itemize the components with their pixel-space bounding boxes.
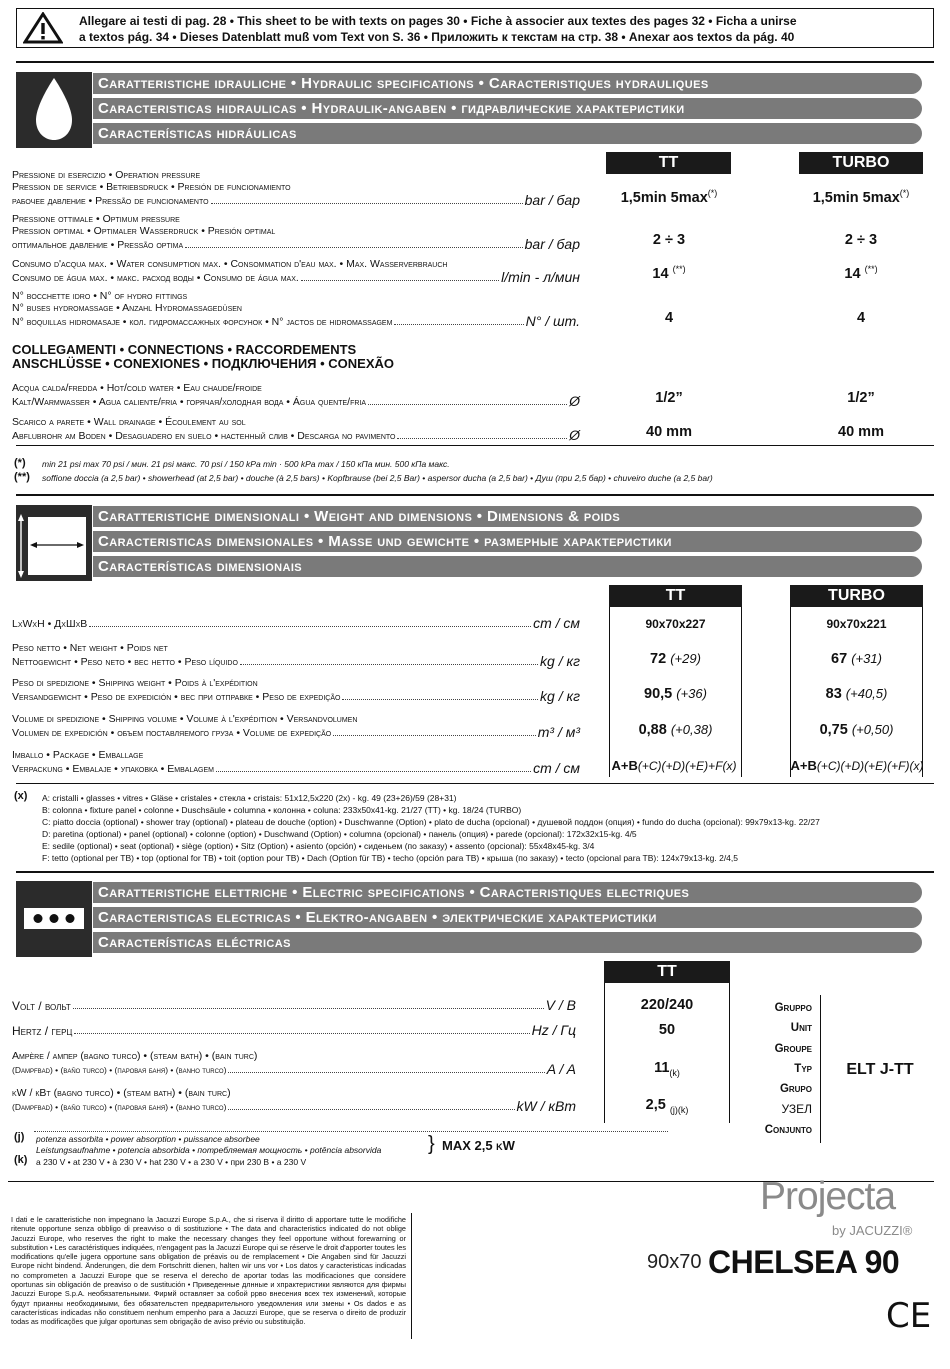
- dimensional-section-icon: [16, 505, 92, 581]
- spec-row-operation-pressure: [12, 169, 580, 207]
- row-unit: bar / бар: [524, 236, 580, 252]
- row-unit: Hz / Гц: [531, 1022, 576, 1038]
- row-unit: bar / бар: [524, 192, 580, 208]
- package-note-b: B: colonna • fixture panel • colonne • Duschsäule • columna • колонна • coluna: 233x50x41-kg. 21/27 (TT) • kg. 18/24 (TURBO): [42, 805, 522, 815]
- value-turbo: A+B(+C)(+D)(+E)(+F)(x): [790, 758, 924, 773]
- row-label: (Dampfbad) • (baño turco) • (паровая баня) • (banho turco): [12, 1102, 227, 1112]
- value-tt: 90x70x227: [645, 617, 706, 631]
- row-label: Hertz / герц: [12, 1024, 73, 1038]
- column-header-turbo: TURBO: [799, 152, 923, 174]
- divider: [16, 494, 934, 496]
- row-label: Verpackung • Embalaje • упаковка • Embalagem: [12, 763, 214, 775]
- row-unit: cm / см: [533, 615, 580, 631]
- group-label: Gruppo: [774, 1002, 812, 1014]
- brand-byline: by JACUZZI®: [832, 1223, 913, 1238]
- ce-mark: CE: [886, 1296, 932, 1336]
- row-label: Volume di spedizione • Shipping volume • Volume à l'expédition • Versandvolumen: [12, 713, 358, 725]
- column-header-turbo: TURBO: [790, 585, 923, 607]
- electric-title-bar-1: Caratteristiche elettriche • Electric specifications • Caracteristiques electriques: [93, 882, 922, 903]
- value-tt: 220/240: [640, 997, 694, 1013]
- row-label: оптимальное давление • Pressão optima: [12, 239, 184, 251]
- note-mark: (**): [14, 471, 30, 483]
- note-text: a 230 V • at 230 V • à 230 V • hat 230 V • a 230 V • при 230 В • a 230 V: [36, 1157, 307, 1167]
- value-tt: A+B(+C)(+D)(+E)+F(x): [611, 758, 737, 773]
- divider: [16, 445, 934, 446]
- row-label: Peso di spedizione • Shipping weight • Poids à l'expédition: [12, 677, 258, 689]
- row-label: N° buses hydromassage • Anzahl Hydromassagedüsen: [12, 302, 242, 314]
- divider: [16, 61, 934, 63]
- package-note-d: D: paretina (optional) • panel (optional) • colonne (option) • Duschwand (Option) • columna (opcional) • панель (опция) • parede (opcional): 172x32x15-kg. 4/5: [42, 829, 637, 839]
- hydraulic-title-bar-3: Características hidráulicas: [93, 123, 922, 144]
- group-label: Typ: [794, 1062, 812, 1075]
- row-unit: kW / кВт: [516, 1098, 576, 1114]
- value-tt: $11_{(k)}$: [654, 1060, 680, 1078]
- spec-row-dimensions: [12, 616, 580, 630]
- group-labels: [736, 998, 812, 1140]
- spec-row-hot-cold-water: [12, 382, 580, 408]
- brand-logo: Projecta: [760, 1175, 896, 1218]
- electric-title-bar-2: Caracteristicas electricas • Elektro-angaben • электрические характеристики: [93, 907, 922, 928]
- group-label: Unit: [790, 1022, 812, 1035]
- spec-row-water-consumption: [12, 258, 580, 284]
- water-drop-icon: [16, 72, 92, 148]
- value-tt: 2 ÷ 3: [652, 232, 686, 248]
- row-label: Pressione di esercizio • Operation pressure: [12, 169, 201, 181]
- row-unit: cm / см: [533, 760, 580, 776]
- dimensional-title-bar-2: Caracteristicas dimensionales • Masse und gewichte • размерные характеристики: [93, 531, 922, 552]
- spec-row-package: [12, 749, 580, 775]
- group-label: Conjunto: [764, 1123, 812, 1136]
- group-label: УЗЕЛ: [781, 1102, 812, 1117]
- spec-row-hertz: [12, 1023, 576, 1037]
- row-label: Volt / вольт: [12, 999, 71, 1013]
- note-mark: (k): [14, 1154, 28, 1166]
- value-tt: 4: [664, 310, 674, 326]
- row-label: Acqua calda/fredda • Hot/cold water • Eau chaude/froide: [12, 382, 262, 394]
- warning-text: [79, 13, 925, 45]
- row-label: Volumen de expedición • объем поставляемого груза • Volume de expedição: [12, 727, 332, 739]
- dimensions-icon: [16, 505, 92, 581]
- column-header-tt: TT: [609, 585, 742, 607]
- group-value: ELT J-TT: [846, 1061, 914, 1078]
- value-tt: 14 (**): [652, 264, 686, 282]
- value-turbo: 83 (+40,5): [825, 686, 888, 702]
- note-mark: (*): [14, 457, 26, 469]
- row-label: (Dampfbad) • (baño turco) • (паровая баня) • (banho turco): [12, 1065, 227, 1075]
- value-tt: 2,5 $_{(j)(k)}$: [645, 1097, 689, 1115]
- package-note-f: F: tetto (optional per TB) • top (optional for TB) • toit (option pour TB) • Dach (Option für TB) • techo (opción para TB) • крыша (по заказу) • tecto (opcional para TB): 124x79x13-kg. 2/4,5: [42, 853, 738, 863]
- value-turbo: 67 (+31): [831, 651, 882, 667]
- row-unit: kg / кг: [540, 653, 580, 669]
- value-turbo: 14 (**): [844, 264, 878, 282]
- column-line: [411, 1213, 412, 1339]
- divider: [16, 871, 934, 873]
- note-mark: (x): [14, 790, 28, 802]
- row-label: Nettogewicht • Peso neto • вес нетто • Peso líquido: [12, 656, 238, 668]
- electric-title-bar-3: Características eléctricas: [93, 932, 922, 953]
- package-note-a: A: cristalli • glasses • vitres • Gläse • cristales • стекла • cristais: 51x12,5x220 (2x) - kg. 49 (23+26)/59 (28+31): [42, 793, 457, 803]
- electric-plug-icon: [16, 881, 92, 957]
- hydraulic-title-bar-2: Caracteristicas hidraulicas • Hydraulik-angaben • гидравлические характеристики: [93, 98, 922, 119]
- row-label: Consumo d'acqua max. • Water consumption max. • Consommation d'eau max. • Max. Wasserverbrauch: [12, 258, 448, 270]
- warning-box: [16, 8, 934, 48]
- product-model: CHELSEA 90: [708, 1244, 900, 1280]
- column-header-tt: TT: [606, 152, 731, 174]
- value-tt: 0,88 (+0,38): [638, 722, 713, 738]
- row-unit: V / В: [545, 997, 576, 1013]
- divider: [16, 783, 934, 784]
- value-turbo: 90x70x221: [826, 617, 887, 631]
- value-tt: 40 mm: [646, 424, 692, 440]
- row-label: Kalt/Warmwasser • Agua caliente/fria • горячая/холодная вода • Água quente/fria: [12, 396, 367, 408]
- spec-row-shipping-volume: [12, 713, 580, 739]
- row-label: Pressione ottimale • Optimum pressure: [12, 213, 180, 225]
- dimensional-title-bar-3: Características dimensionais: [93, 556, 922, 577]
- spec-row-optimum-pressure: [12, 213, 580, 251]
- group-label: Grupo: [779, 1083, 812, 1096]
- value-turbo: 2 ÷ 3: [844, 232, 878, 248]
- max-power: MAX 2,5 kW: [442, 1138, 515, 1153]
- dimensional-title-bar-1: Caratteristiche dimensionali • Weight and dimensions • Dimensions & poids: [93, 506, 922, 527]
- row-label: N° boquillas hidromasaje • кол. гидромассажных форсунок • N° jactos de hidromassagem: [12, 316, 393, 328]
- value-turbo: 1/2”: [847, 390, 875, 406]
- row-unit: m³ / м³: [537, 724, 580, 740]
- warning-triangle-icon: [23, 12, 63, 44]
- row-label: Versandgewicht • Peso de expedición • вес при отправке • Peso de expedição: [12, 691, 341, 703]
- value-turbo: 4: [856, 310, 866, 326]
- value-tt: 1,5min 5max(*): [620, 188, 718, 206]
- row-unit: Ø: [569, 427, 580, 443]
- hydraulic-title-bar-1: Caratteristiche idrauliche • Hydraulic specifications • Caracteristiques hydrauliques: [93, 73, 922, 94]
- row-label: Ampère / ампер (bagno turco) • (steam bath) • (bain turc): [12, 1050, 258, 1062]
- warning-line-1: Allegare ai testi di pag. 28 • This sheet to be with texts on pages 30 • Fiche à associer aux textes des pages 32 • Ficha a unirse: [79, 14, 797, 28]
- note-text: min 21 psi max 70 psi / мин. 21 psi макс. 70 psi / 150 kPa min · 500 kPa max / 150 кПа мин. 500 кПа макс.: [42, 459, 450, 469]
- package-note-e: E: sedile (optional) • seat (optional) • siège (option) • Sitz (Option) • asiento (opción) • сиденьем (по заказу) • assento (opcional): 55x48x45-kg. 3/4: [42, 841, 595, 851]
- row-unit: kg / кг: [540, 688, 580, 704]
- spec-row-wall-drainage: [12, 416, 580, 442]
- row-label: Pression de service • Betriebsdruck • Presión de funcionamiento: [12, 181, 291, 193]
- row-unit: Ø: [569, 393, 580, 409]
- spec-row-kw: [12, 1087, 576, 1113]
- column-line: [820, 995, 821, 1143]
- note-mark: (j): [14, 1131, 25, 1143]
- product-size: 90x70: [647, 1251, 702, 1273]
- hydraulic-section-icon: [16, 72, 92, 148]
- spec-row-ampere: [12, 1050, 576, 1076]
- note-text: Leistungsaufnahme • potencia absorbida • потребляемая мощность • potência absorvida: [36, 1145, 382, 1155]
- column-header-tt: TT: [604, 961, 730, 983]
- row-label: kW / кВт (bagno turco) • (steam bath) • (bain turc): [12, 1087, 231, 1099]
- row-label: Peso netto • Net weight • Poids net: [12, 642, 168, 654]
- row-unit: A / A: [546, 1061, 576, 1077]
- row-label: рабочее давление • Pressão de funcionamento: [12, 195, 209, 207]
- spec-row-net-weight: [12, 642, 580, 668]
- warning-line-2: a textos pág. 34 • Dieses Datenblatt muß vom Text von S. 36 • Приложить к текстам на стр. 38 • Anexar aos textos da pág. 40: [79, 30, 795, 44]
- row-label: Abflubrohr am Boden • Desaguadero en suelo • настенный слив • Descarga no pavimento: [12, 430, 396, 442]
- spec-row-hydro-fittings: [12, 290, 580, 328]
- row-unit: l/min - л/мин: [501, 269, 580, 285]
- row-label: Scarico a parete • Wall drainage • Écoulement au sol: [12, 416, 246, 428]
- spec-row-volt: [12, 998, 576, 1012]
- row-unit: N° / шт.: [525, 313, 580, 329]
- value-tt: 90,5 (+36): [644, 686, 707, 702]
- row-label: Pression optimal • Optimaler Wasserdruck • Presión optimal: [12, 225, 276, 237]
- value-tt: 1/2”: [655, 390, 683, 406]
- connections-subtitle: ANSCHLÜSSE • CONEXIONES • ПОДКЛЮЧЕНИЯ • CONEXÃO: [12, 356, 395, 371]
- value-turbo: 40 mm: [838, 424, 884, 440]
- value-turbo: 0,75 (+0,50): [819, 722, 894, 738]
- group-label: Groupe: [774, 1042, 812, 1055]
- row-label: LxWxH • ДхШхВ: [12, 618, 88, 630]
- note-text: soffione doccia (a 2,5 bar) • showerhead (at 2,5 bar) • douche (à 2,5 bars) • Kopfbrause (bei 2,5 Bar) • aspersor ducha (a 2,5 bar) • Душ (при 2,5 бар) • chuveiro duche (a 2,5 bar): [42, 473, 713, 483]
- note-text: potenza assorbita • power absorption • puissance absorbee: [36, 1134, 260, 1144]
- electric-section-icon: [16, 881, 92, 957]
- row-label: N° bocchette idro • N° of hydro fittings: [12, 290, 188, 302]
- row-label: Consumo de água max. • макс. расход воды • Consumo de água max.: [12, 272, 299, 284]
- package-note-c: C: piatto doccia (optional) • shower tray (optional) • plateau de douche (option) • Duschwanne (Option) • plato de ducha (opcional) • душевой поддон (опция) • fundo do ducha (opcional): 99x79x13-kg. 22/27: [42, 817, 820, 827]
- row-label: Imballo • Package • Emballage: [12, 749, 144, 761]
- value-tt: 50: [658, 1022, 676, 1038]
- value-tt: 72 (+29): [650, 651, 701, 667]
- divider: [34, 1131, 668, 1132]
- brace: }: [428, 1133, 435, 1155]
- disclaimer-text: I dati e le caratteristiche non impegnano la Jacuzzi Europe S.p.A., che si riserva il diritto di apportare tutte le modifiche ritenute opportune senza obbligo di preavviso o di sostituzione • The data and characteristics indicated do not oblige Jacuzzi Europe, who reserves the right to make the necessary changes they feel opportune without forewarning or substitution • Les caractéristiques indiquées, n'engagent pas la Jacuzzi Europe qui se réserve le droit d'apporter toutes les modifications qu'elle jugera opportune sans obligation de préavis ou de remplacement • Die Angaben sind für Jacuzzi Europe nicht bindend. Änderungen, die dem Fortschritt dienen, halten wir uns vor • Los datos y caracteristicas indicadas no comprometen a Jacuzzi Europe que se reserva el derecho de aportar todas las modificaciones que considere oportunas sin obligación de preaviso o de sustitución • Приведенные длнные и хпрактеристики являются для фирмы Jacuzzi Europe S.p.A. необязательными. Фирмй оставляет эа собой ррво внесения всех тех изменений, которые будут прианны необходимыми, без обязательстеп предварительного уведомления или змены • Os dados e as características indicadas não constituem nenhum empenho para a Jacuzzi Europe, que se reserva o direito de produzir todas as modificações que julgar oportunas sem obrigação de aviso prévio ou substituição.: [11, 1215, 406, 1327]
- value-turbo: 1,5min 5max(*): [812, 188, 910, 206]
- spec-row-shipping-weight: [12, 677, 580, 703]
- connections-title: COLLEGAMENTI • CONNECTIONS • RACCORDEMENTS: [12, 342, 357, 357]
